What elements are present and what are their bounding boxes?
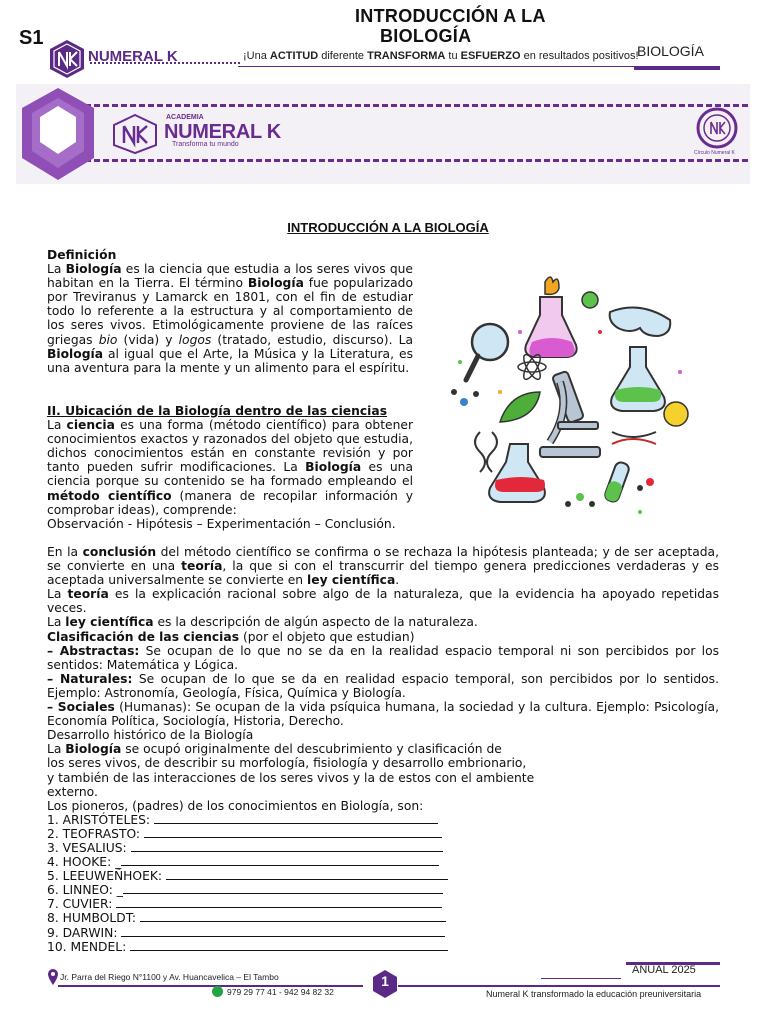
historia-heading: Desarrollo histórico de la Biología [47,728,254,743]
clasificacion-heading: Clasificación de las ciencias (por el objeto que estudian) [47,629,415,644]
footer-address: Jr. Parra del Riego N°1100 y Av. Huancavelica – El Tambo [60,972,279,982]
footer-phones: 979 29 77 41 - 942 94 82 32 [227,987,334,997]
footer-tagline: Numeral K transformado la educación preuniversitaria [486,989,702,999]
answer-blank[interactable] [130,940,448,951]
answer-blank[interactable] [140,911,446,922]
teoria-paragraph: La teoría es la explicación racional sobre algo de la naturaleza, que la evidencia ha apoyado repetidas veces. [47,587,719,616]
pioneer-item: 8. HUMBOLDT: [47,911,719,925]
pioneer-item: 1. ARISTÓTELES: [47,813,719,827]
numeral-k-mark-icon [112,114,158,154]
main-text-section [47,545,719,954]
page-number-badge [372,969,398,999]
banner-brand: NUMERAL K [164,121,281,143]
naturales-item: – Naturales: Se ocupan de lo que se da en realidad espacio temporal, son percibidos por lo sentidos. Ejemplo: Astronomía, Geología, Física, Química y Biología. [47,671,719,700]
session-title [355,6,655,46]
pioneer-item: 6. LINNEO: _ [47,883,719,897]
session-title-line1: INTRODUCCIÓN A LA [355,6,546,26]
header-rule [238,66,634,67]
pioneer-item: 10. MENDEL: [47,940,719,954]
conclusion-paragraph: En la conclusión del método científico se confirma o se rechaza la hipótesis planteada; y de ser aceptada, se convierte en una teoría, la que si con el transcurrir del tiempo genera predicciones verdaderas y es aceptada universalmente se convierte en ley científica. [47,545,719,588]
session-title-line2: BIOLOGÍA [380,26,472,46]
brand-name: NUMERAL K [88,48,178,65]
banner-dashed-top [76,104,748,107]
historia-paragraph: La Biología se ocupó originalmente del descubrimiento y clasificación de los seres vivos, de describir su morfología, fisiología y desarrollo embrionario, y también de las interacciones de los seres vivos y la de estos con el ambiente externo. [47,742,535,799]
pioneer-item: 7. CUVIER: [47,897,719,911]
subject-label: BIOLOGÍA [637,43,704,59]
pioneer-item: 3. VESALIUS: [47,841,719,855]
answer-blank[interactable] [121,926,445,937]
session-number: S1 [19,27,44,49]
pioneer-item: 2. TEOFRASTO: [47,827,719,841]
ubicacion-heading: II. Ubicación de la Biología dentro de las ciencias [47,404,388,418]
scientific-method-steps: Observación - Hipótesis – Experimentación – Conclusión. [47,516,396,531]
science-lab-illustration [440,272,710,522]
circulo-numeral-k-icon [694,106,740,150]
ley-paragraph: La ley científica es la descripción de algún aspecto de la naturaleza. [47,615,478,630]
academy-banner [16,84,750,184]
whatsapp-icon [212,986,223,997]
banner-dashed-bottom [76,159,748,162]
banner-tagline: Transforma tu mundo [172,141,239,148]
header-slogan: ¡Una ACTITUD diferente TRANSFORMA tu ESFUERZO en resultados positivos! [243,50,639,62]
definition-heading: Definición [47,248,117,262]
answer-blank[interactable] [131,841,443,852]
numeral-k-logo-icon [48,39,86,79]
anual-rule [541,978,621,979]
banner-academia: ACADEMIA [166,114,204,121]
subject-rule [634,66,720,70]
ubicacion-section [47,404,413,531]
circulo-label: Círculo Numeral K [694,150,735,156]
definition-section [47,248,413,375]
anual-label: ANUAL 2025 [632,964,696,976]
answer-blank[interactable] [121,855,439,866]
location-pin-icon [48,969,58,985]
answer-blank[interactable] [116,897,442,908]
ubicacion-paragraph: La ciencia es una forma (método científico) para obtener conocimientos exactos y razonados del objeto que estudia, dichos conocimientos están en constante revisión y por tanto pueden sufrir modificaciones. La Biología es una ciencia porque su contenido se ha formado empleando el método científico (manera de recopilar información y comprobar ideas), comprende: [47,418,414,517]
page-number: 1 [381,973,389,989]
pioneers-list [47,813,719,954]
sociales-item: – Sociales (Humanas): Se ocupan de la vida psíquica humana, la sociedad y la cultura. Ejemplo: Psicología, Economía Política, Sociología, Historia, Derecho. [47,700,719,729]
footer-rule-right [398,985,720,987]
hexagon-emblem-icon [18,86,98,182]
header-dotted-rule [90,62,240,64]
answer-blank[interactable] [144,827,442,838]
pioneers-intro: Los pioneros, (padres) de los conocimientos en Biología, son: [47,798,424,813]
pioneer-item: 4. HOOKE: _ [47,855,719,869]
definition-paragraph: La Biología es la ciencia que estudia a los seres vivos que habitan en la Tierra. El término Biología fue popularizado por Treviranus y Lamarck en 1801, con el fin de estudiar todo lo referente a la estructura y al comportamiento de los seres vivos. Etimológicamente proviene de las raíces griegas bio (vida) y logos (tratado, estudio, discurso). La Biología al igual que el Arte, la Música y la Literatura, es una aventura para la mente y un alimento para el espíritu. [47,262,413,375]
abstractas-item: – Abstractas: Se ocupan de lo que no se da en la realidad espacio temporal ni son percibidos por los sentidos: Matemática y Lógica. [47,643,720,672]
pioneer-item: 5. LEEUWEÑHOEK: [47,869,719,883]
answer-blank[interactable] [154,813,438,824]
answer-blank[interactable] [123,883,443,894]
pioneer-item: 9. DARWIN: [47,926,719,940]
answer-blank[interactable] [166,869,448,880]
document-title: INTRODUCCIÓN A LA BIOLOGÍA [287,220,489,235]
